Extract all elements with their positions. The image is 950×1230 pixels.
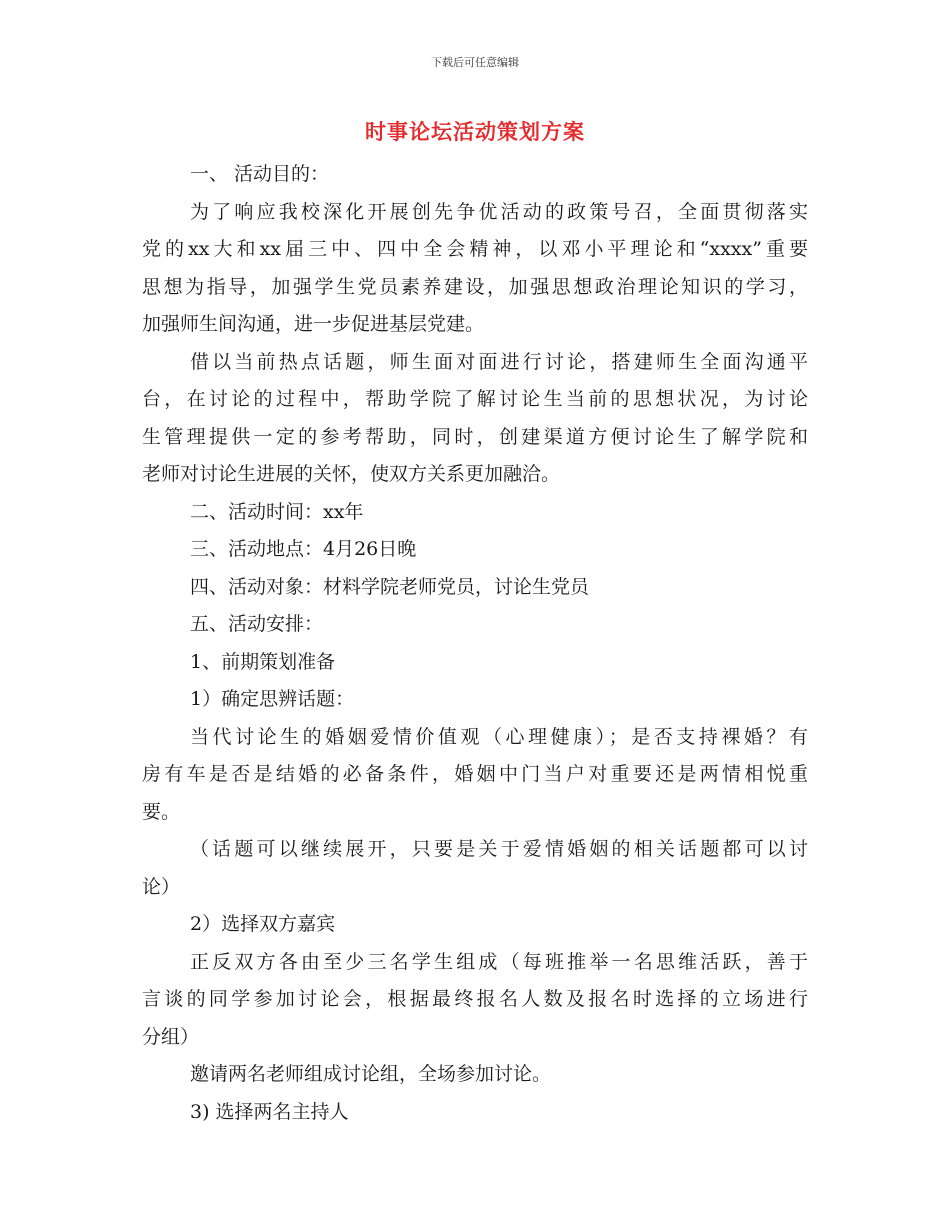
document-line: 党的xx大和xx届三中、四中全会精神，以邓小平理论和“xxxx”重要 — [142, 238, 808, 260]
document-line: 2）选择双方嘉宾 — [190, 913, 336, 935]
document-line: 1、前期策划准备 — [190, 650, 336, 673]
document-line: 3) 选择两名主持人 — [190, 1100, 349, 1123]
page-header-note: 下载后可任意编辑 — [431, 56, 519, 69]
document-line: （话题可以继续展开，只要是关于爱情婚姻的相关话题都可以讨 — [190, 838, 808, 860]
document-line: 四、活动对象：材料学院老师党员，讨论生党员 — [190, 575, 590, 598]
document-line: 邀请两名老师组成讨论组，全场参加讨论。 — [190, 1063, 552, 1085]
document-line: 三、活动地点：4月26日晚 — [190, 538, 417, 560]
document-line: 加强师生间沟通，进一步促进基层党建。 — [142, 313, 485, 335]
document-line: 借以当前热点话题，师生面对面进行讨论，搭建师生全面沟通平 — [190, 350, 808, 373]
document-body — [142, 156, 808, 1131]
document-line: 分组） — [142, 1025, 200, 1048]
document-line: 思想为指导，加强学生党员素养建设，加强思想政治理论知识的学习， — [142, 275, 808, 298]
document-line: 要。 — [142, 800, 181, 823]
document-line: 当代讨论生的婚姻爱情价值观（心理健康）；是否支持裸婚？有 — [190, 725, 808, 748]
document-line: 论） — [142, 875, 181, 898]
document-title: 时事论坛活动策划方案 — [365, 119, 585, 144]
document-line: 二、活动时间：xx年 — [190, 500, 364, 523]
document-line: 生管理提供一定的参考帮助，同时，创建渠道方便讨论生了解学院和 — [142, 425, 808, 448]
document-line: 一、 活动目的： — [190, 163, 330, 185]
document-line: 台，在讨论的过程中，帮助学院了解讨论生当前的思想状况，为讨论 — [142, 388, 808, 410]
document-line: 1）确定思辨话题： — [190, 688, 355, 710]
document-line: 老师对讨论生进展的关怀，使双方关系更加融洽。 — [142, 463, 561, 485]
document-line: 五、活动安排： — [190, 613, 324, 635]
document-line: 为了响应我校深化开展创先争优活动的政策号召，全面贯彻落实 — [190, 200, 808, 223]
document-line: 房有车是否是结婚的必备条件，婚姻中门当户对重要还是两情相悦重 — [142, 763, 808, 785]
document-line: 言谈的同学参加讨论会，根据最终报名人数及报名时选择的立场进行 — [142, 988, 808, 1010]
document-line: 正反双方各由至少三名学生组成（每班推举一名思维活跃，善于 — [190, 950, 808, 973]
